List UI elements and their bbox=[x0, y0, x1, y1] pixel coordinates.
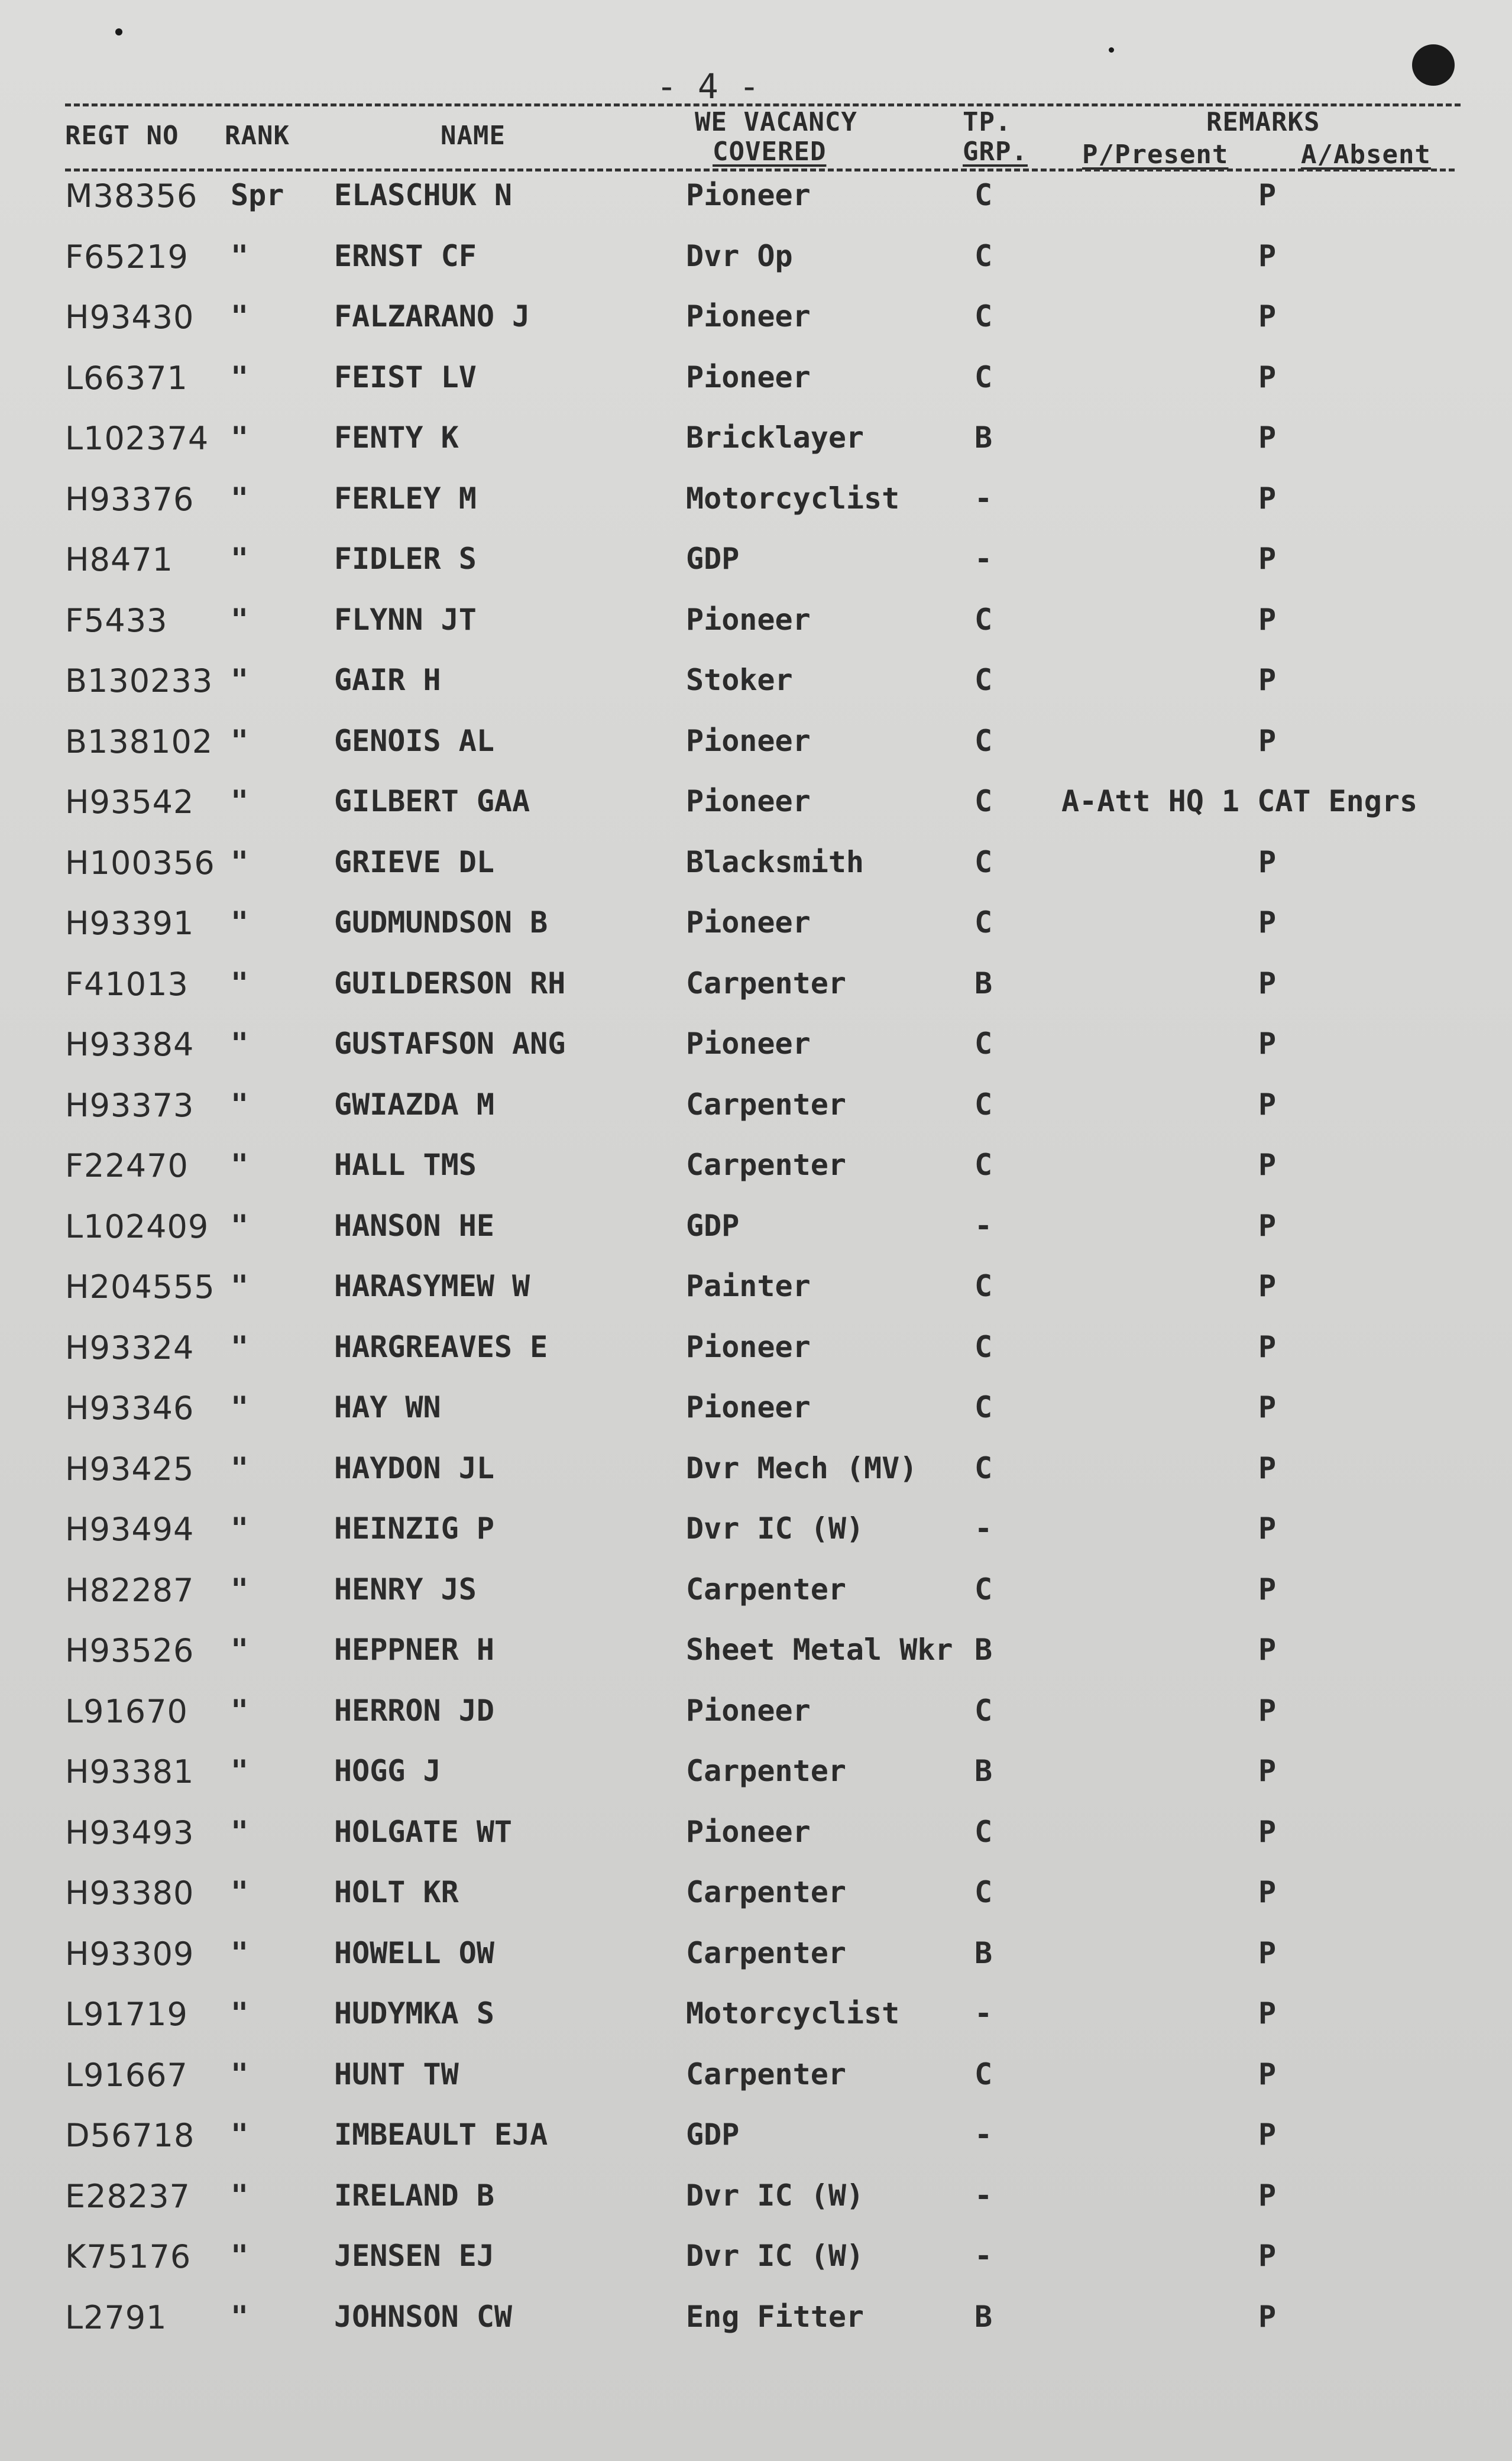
cell-regt-no: F65219 bbox=[65, 238, 189, 276]
table-row bbox=[0, 783, 1512, 846]
cell-name: HAY WN bbox=[334, 1390, 441, 1424]
cell-rank: " bbox=[231, 420, 249, 455]
header-present: P/Present bbox=[1082, 140, 1229, 170]
cell-trade-group: C bbox=[974, 844, 993, 879]
cell-vacancy-covered: Dvr IC (W) bbox=[686, 2239, 865, 2273]
cell-rank: " bbox=[231, 1693, 249, 1728]
cell-regt-no: H93309 bbox=[65, 1935, 195, 1973]
cell-rank: " bbox=[231, 1390, 249, 1424]
cell-vacancy-covered: Pioneer bbox=[686, 602, 811, 637]
cell-rank: " bbox=[231, 238, 249, 273]
cell-regt-no: L102409 bbox=[65, 1207, 209, 1245]
cell-name: ERNST CF bbox=[334, 238, 477, 273]
cell-regt-no: K75176 bbox=[65, 2238, 192, 2275]
cell-name: HUNT TW bbox=[334, 2057, 459, 2091]
cell-trade-group: C bbox=[974, 1329, 993, 1364]
cell-vacancy-covered: Carpenter bbox=[686, 1754, 846, 1788]
cell-remarks: P bbox=[1258, 1027, 1277, 1061]
cell-vacancy-covered: Pioneer bbox=[686, 178, 811, 212]
cell-vacancy-covered: Painter bbox=[686, 1269, 811, 1303]
cell-trade-group: C bbox=[974, 1875, 993, 1909]
cell-name: IRELAND B bbox=[334, 2178, 494, 2213]
cell-remarks: P bbox=[1258, 1572, 1277, 1607]
cell-remarks: P bbox=[1258, 966, 1277, 1000]
cell-rank: " bbox=[231, 299, 249, 333]
cell-regt-no: B130233 bbox=[65, 662, 213, 700]
cell-name: FALZARANO J bbox=[334, 299, 530, 333]
table-row bbox=[0, 2177, 1512, 2240]
table-row bbox=[0, 1268, 1512, 1330]
cell-rank: " bbox=[231, 1935, 249, 1970]
cell-vacancy-covered: Pioneer bbox=[686, 1693, 811, 1728]
cell-rank: " bbox=[231, 1329, 249, 1364]
cell-remarks: P bbox=[1258, 723, 1277, 758]
cell-remarks: P bbox=[1258, 481, 1277, 516]
cell-trade-group: C bbox=[974, 784, 993, 818]
cell-name: HERRON JD bbox=[334, 1693, 494, 1728]
cell-remarks: P bbox=[1258, 1693, 1277, 1728]
cell-vacancy-covered: Dvr Op bbox=[686, 238, 793, 273]
cell-name: HUDYMKA S bbox=[334, 1996, 494, 2031]
cell-vacancy-covered: GDP bbox=[686, 542, 740, 576]
table-row bbox=[0, 1511, 1512, 1573]
cell-regt-no: H82287 bbox=[65, 1571, 195, 1609]
cell-vacancy-covered: Pioneer bbox=[686, 360, 811, 394]
cell-rank: " bbox=[231, 602, 249, 637]
table-row bbox=[0, 1086, 1512, 1149]
cell-name: HEPPNER H bbox=[334, 1633, 494, 1667]
cell-rank: " bbox=[231, 1814, 249, 1849]
cell-name: FIDLER S bbox=[334, 542, 477, 576]
cell-remarks: P bbox=[1258, 2178, 1277, 2213]
cell-regt-no: H93493 bbox=[65, 1814, 195, 1851]
cell-remarks: P bbox=[1258, 1087, 1277, 1122]
cell-remarks: P bbox=[1258, 602, 1277, 637]
cell-trade-group: - bbox=[974, 2178, 993, 2213]
cell-vacancy-covered: Eng Fitter bbox=[686, 2299, 865, 2334]
cell-regt-no: E28237 bbox=[65, 2177, 190, 2215]
cell-regt-no: H93384 bbox=[65, 1026, 195, 1063]
cell-remarks: P bbox=[1258, 178, 1277, 212]
cell-rank: " bbox=[231, 542, 249, 576]
cell-vacancy-covered: Pioneer bbox=[686, 299, 811, 333]
cell-trade-group: C bbox=[974, 2057, 993, 2091]
cell-remarks: P bbox=[1258, 1390, 1277, 1424]
cell-trade-group: B bbox=[974, 1935, 993, 1970]
cell-name: IMBEAULT EJA bbox=[334, 2117, 548, 2152]
cell-name: GENOIS AL bbox=[334, 723, 494, 758]
cell-rank: " bbox=[231, 663, 249, 697]
cell-vacancy-covered: Carpenter bbox=[686, 1875, 846, 1909]
cell-rank: " bbox=[231, 1511, 249, 1546]
cell-name: GAIR H bbox=[334, 663, 441, 697]
cell-trade-group: C bbox=[974, 602, 993, 637]
header-top-rule bbox=[65, 103, 1461, 106]
cell-remarks: P bbox=[1258, 299, 1277, 333]
cell-vacancy-covered: Dvr Mech (MV) bbox=[686, 1450, 918, 1485]
ink-speck bbox=[1109, 47, 1114, 53]
cell-regt-no: L91719 bbox=[65, 1996, 188, 2033]
cell-rank: " bbox=[231, 2117, 249, 2152]
table-row bbox=[0, 299, 1512, 361]
header-vacancy-line2: COVERED bbox=[713, 137, 827, 167]
cell-trade-group: C bbox=[974, 1450, 993, 1485]
cell-vacancy-covered: Carpenter bbox=[686, 1148, 846, 1182]
table-row bbox=[0, 238, 1512, 300]
cell-regt-no: B138102 bbox=[65, 723, 213, 760]
table-row bbox=[0, 2117, 1512, 2179]
cell-remarks: P bbox=[1258, 2057, 1277, 2091]
cell-vacancy-covered: GDP bbox=[686, 2117, 740, 2152]
cell-remarks: P bbox=[1258, 1208, 1277, 1243]
table-row bbox=[0, 1814, 1512, 1876]
table-row bbox=[0, 541, 1512, 603]
cell-regt-no: F22470 bbox=[65, 1147, 189, 1184]
table-row bbox=[0, 1571, 1512, 1634]
ink-speck bbox=[115, 28, 122, 35]
cell-name: HANSON HE bbox=[334, 1208, 494, 1243]
cell-rank: " bbox=[231, 2178, 249, 2213]
cell-rank: " bbox=[231, 1633, 249, 1667]
cell-trade-group: C bbox=[974, 1269, 993, 1303]
table-row bbox=[0, 480, 1512, 543]
cell-trade-group: - bbox=[974, 542, 993, 576]
table-row bbox=[0, 2056, 1512, 2119]
header-absent: A/Absent bbox=[1301, 140, 1431, 170]
cell-vacancy-covered: Dvr IC (W) bbox=[686, 1511, 865, 1546]
cell-trade-group: B bbox=[974, 1633, 993, 1667]
table-row bbox=[0, 177, 1512, 239]
table-row bbox=[0, 1753, 1512, 1815]
cell-regt-no: H204555 bbox=[65, 1268, 215, 1306]
cell-remarks: P bbox=[1258, 420, 1277, 455]
cell-trade-group: B bbox=[974, 420, 993, 455]
cell-vacancy-covered: Dvr IC (W) bbox=[686, 2178, 865, 2213]
cell-vacancy-covered: Blacksmith bbox=[686, 844, 865, 879]
ink-blot bbox=[1412, 44, 1455, 86]
cell-regt-no: H93526 bbox=[65, 1632, 195, 1669]
cell-trade-group: C bbox=[974, 1814, 993, 1849]
cell-trade-group: C bbox=[974, 1572, 993, 1607]
table-row bbox=[0, 1935, 1512, 1997]
cell-remarks: P bbox=[1258, 663, 1277, 697]
cell-rank: " bbox=[231, 1087, 249, 1122]
cell-trade-group: - bbox=[974, 481, 993, 516]
cell-rank: " bbox=[231, 844, 249, 879]
cell-trade-group: - bbox=[974, 1511, 993, 1546]
cell-remarks: P bbox=[1258, 1329, 1277, 1364]
cell-regt-no: L102374 bbox=[65, 420, 209, 457]
cell-vacancy-covered: Carpenter bbox=[686, 966, 846, 1000]
header-grp-line1: TP. bbox=[963, 107, 1012, 137]
cell-regt-no: M38356 bbox=[65, 177, 198, 215]
cell-vacancy-covered: Pioneer bbox=[686, 1329, 811, 1364]
table-row bbox=[0, 601, 1512, 664]
cell-name: GRIEVE DL bbox=[334, 844, 494, 879]
cell-name: HENRY JS bbox=[334, 1572, 477, 1607]
header-bottom-rule bbox=[65, 169, 1455, 171]
cell-remarks: P bbox=[1258, 238, 1277, 273]
cell-name: JENSEN EJ bbox=[334, 2239, 494, 2273]
cell-vacancy-covered: Pioneer bbox=[686, 1814, 811, 1849]
cell-vacancy-covered: Stoker bbox=[686, 663, 793, 697]
cell-regt-no: H93324 bbox=[65, 1329, 195, 1366]
table-row bbox=[0, 723, 1512, 785]
table-row bbox=[0, 1207, 1512, 1270]
header-rank: RANK bbox=[225, 121, 290, 151]
cell-remarks: A-Att HQ 1 CAT Engrs bbox=[1061, 784, 1418, 818]
cell-name: FLYNN JT bbox=[334, 602, 477, 637]
cell-name: HOLT KR bbox=[334, 1875, 459, 1909]
cell-rank: " bbox=[231, 1208, 249, 1243]
cell-vacancy-covered: Pioneer bbox=[686, 1027, 811, 1061]
table-row bbox=[0, 1450, 1512, 1513]
cell-regt-no: F41013 bbox=[65, 965, 189, 1003]
cell-trade-group: C bbox=[974, 299, 993, 333]
cell-remarks: P bbox=[1258, 1814, 1277, 1849]
cell-trade-group: B bbox=[974, 1754, 993, 1788]
cell-name: FERLEY M bbox=[334, 481, 477, 516]
cell-rank: " bbox=[231, 1450, 249, 1485]
table-row bbox=[0, 1390, 1512, 1452]
table-row bbox=[0, 2238, 1512, 2300]
cell-name: GUILDERSON RH bbox=[334, 966, 566, 1000]
cell-regt-no: L91667 bbox=[65, 2056, 188, 2094]
cell-name: HEINZIG P bbox=[334, 1511, 494, 1546]
cell-remarks: P bbox=[1258, 905, 1277, 940]
cell-trade-group: C bbox=[974, 1390, 993, 1424]
cell-trade-group: C bbox=[974, 238, 993, 273]
table-row bbox=[0, 1026, 1512, 1088]
cell-remarks: P bbox=[1258, 360, 1277, 394]
table-row bbox=[0, 420, 1512, 482]
cell-rank: Spr bbox=[231, 178, 284, 212]
cell-vacancy-covered: Pioneer bbox=[686, 905, 811, 940]
cell-remarks: P bbox=[1258, 1633, 1277, 1667]
cell-remarks: P bbox=[1258, 1450, 1277, 1485]
cell-remarks: P bbox=[1258, 1754, 1277, 1788]
cell-regt-no: L91670 bbox=[65, 1692, 188, 1730]
cell-name: GILBERT GAA bbox=[334, 784, 530, 818]
cell-trade-group: C bbox=[974, 723, 993, 758]
cell-name: FEIST LV bbox=[334, 360, 477, 394]
cell-remarks: P bbox=[1258, 2117, 1277, 2152]
cell-rank: " bbox=[231, 784, 249, 818]
cell-name: HARASYMEW W bbox=[334, 1269, 530, 1303]
table-row bbox=[0, 662, 1512, 724]
cell-name: ELASCHUK N bbox=[334, 178, 513, 212]
cell-name: HOGG J bbox=[334, 1754, 441, 1788]
cell-remarks: P bbox=[1258, 1148, 1277, 1182]
cell-trade-group: C bbox=[974, 663, 993, 697]
cell-rank: " bbox=[231, 966, 249, 1000]
cell-vacancy-covered: Motorcyclist bbox=[686, 1996, 900, 2031]
table-row bbox=[0, 359, 1512, 422]
cell-name: HOWELL OW bbox=[334, 1935, 494, 1970]
table-row bbox=[0, 1147, 1512, 1209]
table-row bbox=[0, 844, 1512, 906]
cell-regt-no: H93425 bbox=[65, 1450, 195, 1488]
cell-vacancy-covered: Carpenter bbox=[686, 1572, 846, 1607]
cell-regt-no: H93391 bbox=[65, 905, 195, 942]
cell-vacancy-covered: GDP bbox=[686, 1208, 740, 1243]
cell-trade-group: C bbox=[974, 1087, 993, 1122]
cell-regt-no: H93373 bbox=[65, 1086, 195, 1124]
cell-rank: " bbox=[231, 481, 249, 516]
cell-trade-group: B bbox=[974, 2299, 993, 2334]
cell-trade-group: C bbox=[974, 360, 993, 394]
cell-regt-no: H93494 bbox=[65, 1511, 195, 1548]
cell-vacancy-covered: Bricklayer bbox=[686, 420, 865, 455]
page-number: - 4 - bbox=[656, 66, 760, 106]
cell-name: GUDMUNDSON B bbox=[334, 905, 548, 940]
cell-regt-no: H93346 bbox=[65, 1390, 195, 1427]
cell-regt-no: H8471 bbox=[65, 541, 174, 578]
cell-trade-group: C bbox=[974, 905, 993, 940]
cell-name: HALL TMS bbox=[334, 1148, 477, 1182]
cell-vacancy-covered: Carpenter bbox=[686, 2057, 846, 2091]
cell-regt-no: H100356 bbox=[65, 844, 215, 882]
cell-vacancy-covered: Pioneer bbox=[686, 784, 811, 818]
cell-rank: " bbox=[231, 1027, 249, 1061]
cell-remarks: P bbox=[1258, 2239, 1277, 2273]
table-row bbox=[0, 2298, 1512, 2361]
cell-rank: " bbox=[231, 1875, 249, 1909]
cell-trade-group: - bbox=[974, 2117, 993, 2152]
cell-vacancy-covered: Carpenter bbox=[686, 1087, 846, 1122]
cell-remarks: P bbox=[1258, 1935, 1277, 1970]
cell-rank: " bbox=[231, 360, 249, 394]
table-row bbox=[0, 1632, 1512, 1694]
header-vacancy-line1: WE VACANCY bbox=[695, 107, 857, 137]
cell-regt-no: L66371 bbox=[65, 359, 188, 397]
cell-trade-group: C bbox=[974, 178, 993, 212]
cell-name: HAYDON JL bbox=[334, 1450, 494, 1485]
table-row bbox=[0, 905, 1512, 967]
cell-rank: " bbox=[231, 1996, 249, 2031]
cell-rank: " bbox=[231, 1572, 249, 1607]
cell-regt-no: L2791 bbox=[65, 2298, 167, 2336]
cell-trade-group: - bbox=[974, 1208, 993, 1243]
cell-rank: " bbox=[231, 2239, 249, 2273]
cell-rank: " bbox=[231, 1269, 249, 1303]
cell-rank: " bbox=[231, 905, 249, 940]
cell-remarks: P bbox=[1258, 542, 1277, 576]
cell-name: FENTY K bbox=[334, 420, 459, 455]
cell-regt-no: H93542 bbox=[65, 783, 195, 821]
cell-vacancy-covered: Pioneer bbox=[686, 1390, 811, 1424]
cell-regt-no: D56718 bbox=[65, 2117, 195, 2154]
cell-name: GWIAZDA M bbox=[334, 1087, 494, 1122]
cell-remarks: P bbox=[1258, 1511, 1277, 1546]
cell-trade-group: C bbox=[974, 1027, 993, 1061]
cell-vacancy-covered: Motorcyclist bbox=[686, 481, 900, 516]
cell-remarks: P bbox=[1258, 1996, 1277, 2031]
cell-rank: " bbox=[231, 2057, 249, 2091]
cell-rank: " bbox=[231, 2299, 249, 2334]
cell-regt-no: F5433 bbox=[65, 601, 168, 639]
cell-name: GUSTAFSON ANG bbox=[334, 1027, 566, 1061]
cell-name: JOHNSON CW bbox=[334, 2299, 513, 2334]
cell-vacancy-covered: Sheet Metal Wkr bbox=[686, 1633, 953, 1667]
cell-remarks: P bbox=[1258, 1269, 1277, 1303]
cell-regt-no: H93380 bbox=[65, 1874, 195, 1912]
cell-remarks: P bbox=[1258, 844, 1277, 879]
cell-name: HARGREAVES E bbox=[334, 1329, 548, 1364]
cell-vacancy-covered: Carpenter bbox=[686, 1935, 846, 1970]
cell-rank: " bbox=[231, 1754, 249, 1788]
cell-regt-no: H93430 bbox=[65, 299, 195, 336]
cell-regt-no: H93376 bbox=[65, 480, 195, 518]
header-regt-no: REGT NO bbox=[65, 121, 179, 151]
table-row bbox=[0, 1692, 1512, 1755]
cell-trade-group: C bbox=[974, 1693, 993, 1728]
cell-vacancy-covered: Pioneer bbox=[686, 723, 811, 758]
table-row bbox=[0, 1996, 1512, 2058]
cell-remarks: P bbox=[1258, 2299, 1277, 2334]
cell-rank: " bbox=[231, 723, 249, 758]
table-row bbox=[0, 965, 1512, 1028]
cell-name: HOLGATE WT bbox=[334, 1814, 513, 1849]
cell-trade-group: - bbox=[974, 1996, 993, 2031]
cell-trade-group: C bbox=[974, 1148, 993, 1182]
header-name: NAME bbox=[441, 121, 506, 151]
cell-trade-group: B bbox=[974, 966, 993, 1000]
cell-remarks: P bbox=[1258, 1875, 1277, 1909]
table-row bbox=[0, 1329, 1512, 1391]
header-grp-line2: GRP. bbox=[963, 137, 1028, 167]
cell-rank: " bbox=[231, 1148, 249, 1182]
cell-regt-no: H93381 bbox=[65, 1753, 195, 1790]
cell-trade-group: - bbox=[974, 2239, 993, 2273]
header-remarks: REMARKS bbox=[1206, 107, 1320, 137]
table-row bbox=[0, 1874, 1512, 1937]
